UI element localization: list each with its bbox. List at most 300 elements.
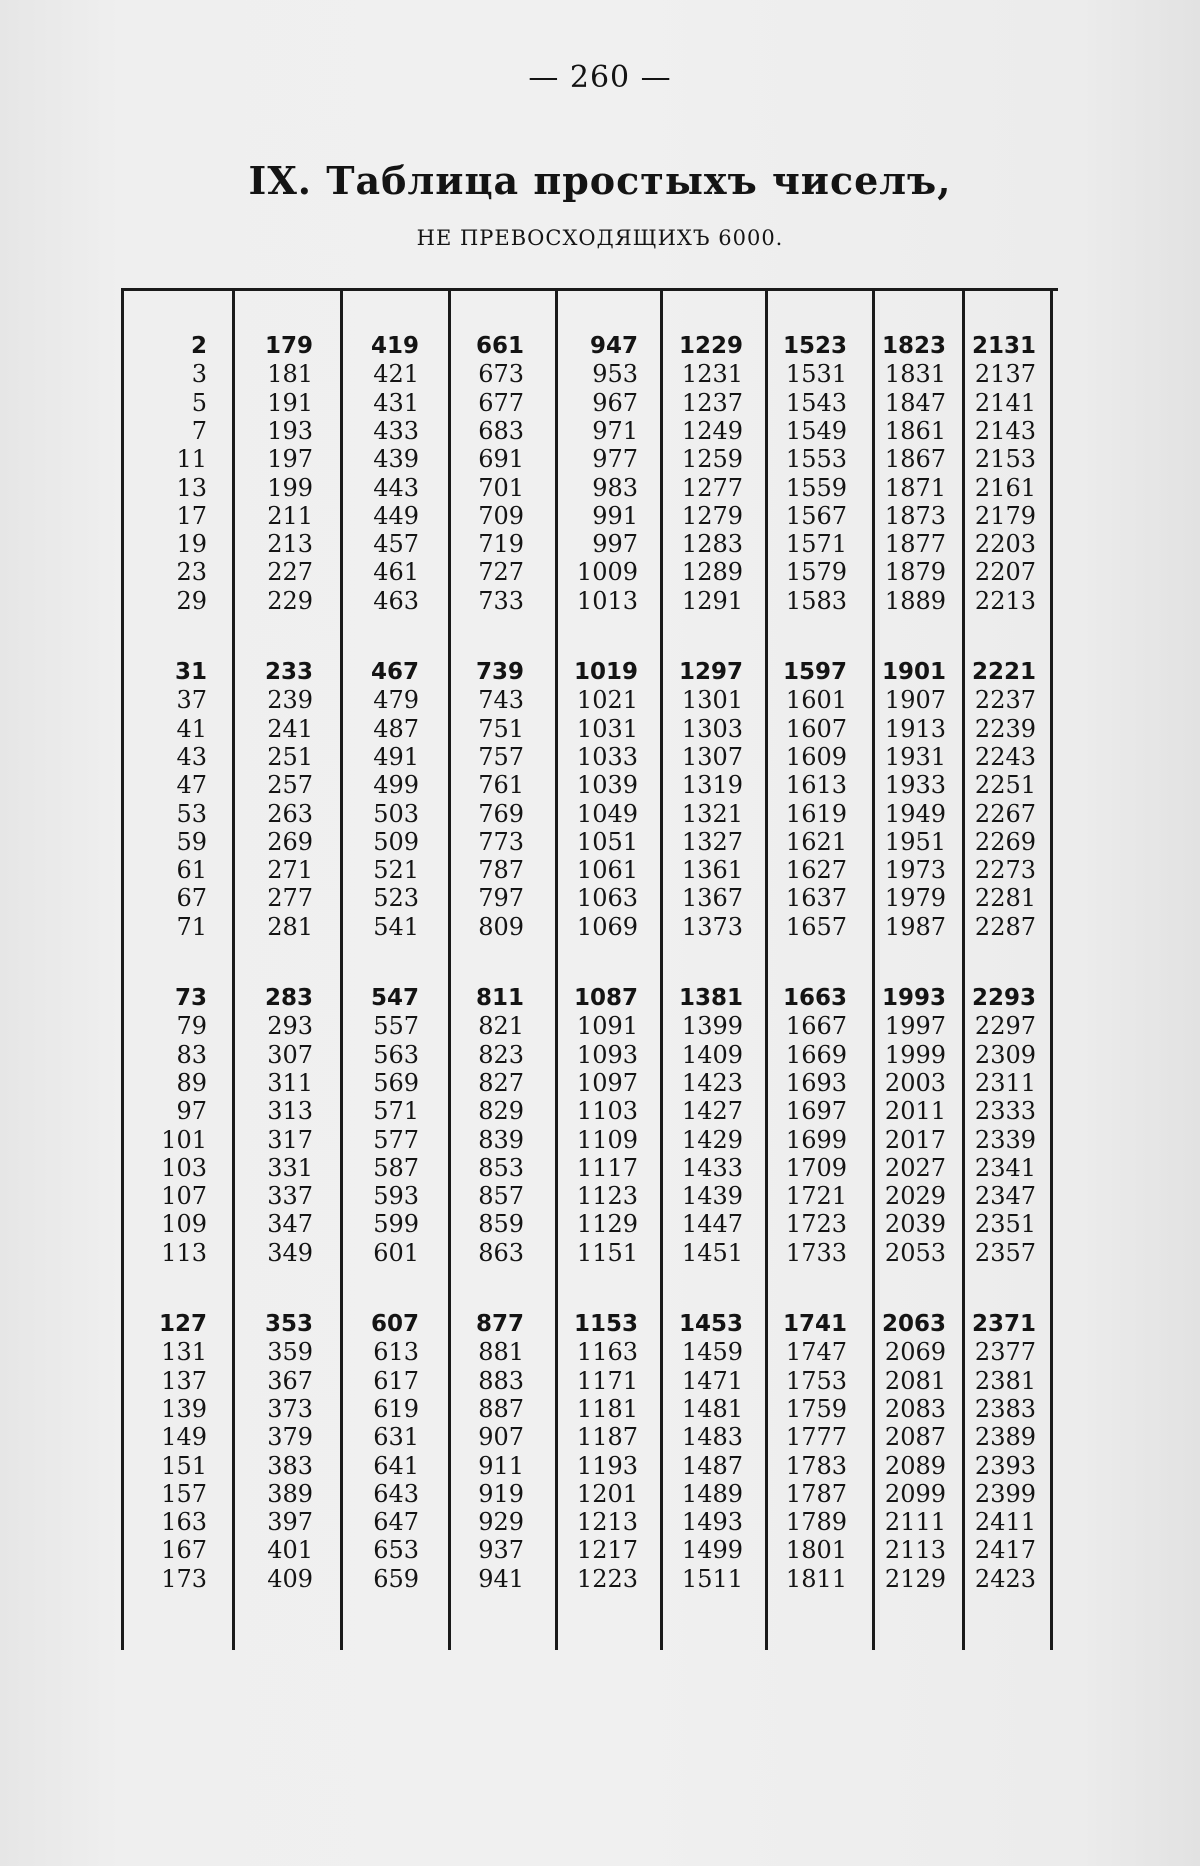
prime-number: 1123	[576, 1182, 638, 1211]
prime-number: 131	[161, 1338, 207, 1367]
prime-number: 1693	[785, 1068, 847, 1097]
prime-number: 101	[161, 1125, 207, 1154]
prime-number: 1327	[681, 827, 743, 856]
prime-number: 1223	[576, 1564, 638, 1593]
prime-number: 1889	[884, 586, 946, 615]
prime-number: 2063	[881, 1311, 946, 1337]
prime-number: 2237	[974, 686, 1036, 715]
prime-number: 2207	[974, 558, 1036, 587]
prime-number: 293	[267, 1012, 313, 1041]
prime-number: 1627	[785, 856, 847, 885]
prime-number: 311	[267, 1068, 313, 1097]
prime-number: 2333	[974, 1097, 1036, 1126]
prime-number: 1033	[576, 742, 638, 771]
prime-number: 1213	[576, 1508, 638, 1537]
prime-number: 521	[373, 856, 419, 885]
prime-number: 1109	[576, 1125, 638, 1154]
prime-number: 2089	[884, 1451, 946, 1480]
prime-number: 1873	[884, 501, 946, 530]
prime-number: 1721	[785, 1182, 847, 1211]
prime-number: 2141	[974, 388, 1036, 417]
prime-number: 773	[478, 827, 524, 856]
prime-number: 1021	[576, 686, 638, 715]
prime-number: 809	[478, 912, 524, 941]
prime-number: 577	[373, 1125, 419, 1154]
prime-number: 2131	[971, 333, 1036, 359]
prime-number: 439	[373, 445, 419, 474]
prime-number: 2339	[974, 1125, 1036, 1154]
prime-number: 1039	[576, 771, 638, 800]
prime-number: 1193	[576, 1451, 638, 1480]
prime-number: 1321	[681, 799, 743, 828]
prime-number: 1231	[681, 360, 743, 389]
prime-number: 181	[267, 360, 313, 389]
prime-number: 1277	[681, 473, 743, 502]
prime-number: 139	[161, 1394, 207, 1423]
prime-number: 683	[478, 416, 524, 445]
prime-number: 179	[264, 333, 313, 359]
prime-number: 2053	[884, 1238, 946, 1267]
table-subtitle: НЕ ПРЕВОСХОДЯЩИХЪ 6000.	[416, 226, 784, 250]
prime-number: 1933	[884, 771, 946, 800]
prime-number: 1103	[576, 1097, 638, 1126]
prime-number: 43	[176, 742, 207, 771]
prime-number: 1553	[785, 445, 847, 474]
prime-number: 2341	[974, 1153, 1036, 1182]
prime-number: 389	[267, 1479, 313, 1508]
prime-number: 2081	[884, 1366, 946, 1395]
prime-number: 487	[373, 714, 419, 743]
prime-number: 2399	[974, 1479, 1036, 1508]
prime-number: 2239	[974, 714, 1036, 743]
prime-number: 461	[373, 558, 419, 587]
prime-number: 1171	[576, 1366, 638, 1395]
prime-number: 1657	[785, 912, 847, 941]
prime-number: 1583	[785, 586, 847, 615]
prime-number: 941	[478, 1564, 524, 1593]
prime-number: 757	[478, 742, 524, 771]
prime-number: 821	[478, 1012, 524, 1041]
prime-number: 2281	[974, 884, 1036, 913]
prime-number: 1511	[681, 1564, 743, 1593]
prime-number: 1867	[884, 445, 946, 474]
prime-number: 1747	[785, 1338, 847, 1367]
prime-number: 13	[176, 473, 207, 502]
prime-number: 443	[373, 473, 419, 502]
prime-number: 823	[478, 1040, 524, 1069]
prime-number: 601	[373, 1238, 419, 1267]
prime-number: 23	[176, 558, 207, 587]
prime-number: 2137	[974, 360, 1036, 389]
prime-number: 911	[478, 1451, 524, 1480]
prime-number: 971	[592, 416, 638, 445]
prime-number: 499	[373, 771, 419, 800]
prime-number: 1451	[681, 1238, 743, 1267]
prime-number: 2267	[974, 799, 1036, 828]
prime-number: 1549	[785, 416, 847, 445]
prime-number: 1877	[884, 530, 946, 559]
prime-number: 1361	[681, 856, 743, 885]
prime-number: 1559	[785, 473, 847, 502]
prime-number: 1723	[785, 1210, 847, 1239]
prime-number: 1483	[681, 1423, 743, 1452]
prime-number: 1543	[785, 388, 847, 417]
prime-number: 2083	[884, 1394, 946, 1423]
prime-number: 2087	[884, 1423, 946, 1452]
prime-number: 2029	[884, 1182, 946, 1211]
prime-number: 89	[176, 1068, 207, 1097]
prime-number: 7	[191, 416, 207, 445]
prime-number: 2309	[974, 1040, 1036, 1069]
prime-number: 1831	[884, 360, 946, 389]
prime-number: 2011	[884, 1097, 946, 1126]
prime-number: 29	[176, 586, 207, 615]
prime-number: 2221	[971, 659, 1036, 685]
prime-number: 509	[373, 827, 419, 856]
prime-number: 1087	[573, 985, 638, 1011]
prime-number: 2	[190, 333, 207, 359]
prime-number: 359	[267, 1338, 313, 1367]
prime-number: 367	[267, 1366, 313, 1395]
prime-number: 769	[478, 799, 524, 828]
prime-number: 1301	[681, 686, 743, 715]
prime-number: 1733	[785, 1238, 847, 1267]
prime-number: 853	[478, 1153, 524, 1182]
prime-number: 2383	[974, 1394, 1036, 1423]
prime-number: 1297	[678, 659, 743, 685]
prime-number: 1913	[884, 714, 946, 743]
prime-number: 1979	[884, 884, 946, 913]
prime-number: 349	[267, 1238, 313, 1267]
prime-number: 1031	[576, 714, 638, 743]
prime-number: 1777	[785, 1423, 847, 1452]
prime-number: 1613	[785, 771, 847, 800]
prime-number: 1129	[576, 1210, 638, 1239]
prime-number: 2003	[884, 1068, 946, 1097]
prime-number: 2287	[974, 912, 1036, 941]
prime-number: 1579	[785, 558, 847, 587]
prime-number: 163	[161, 1508, 207, 1537]
prime-number: 653	[373, 1536, 419, 1565]
prime-number: 199	[267, 473, 313, 502]
prime-number: 1427	[681, 1097, 743, 1126]
prime-number: 2069	[884, 1338, 946, 1367]
prime-number: 2161	[974, 473, 1036, 502]
prime-number: 1471	[681, 1366, 743, 1395]
prime-number: 83	[176, 1040, 207, 1069]
prime-number: 1787	[785, 1479, 847, 1508]
prime-number: 491	[373, 742, 419, 771]
prime-number: 2389	[974, 1423, 1036, 1452]
prime-number: 709	[478, 501, 524, 530]
prime-number: 1951	[884, 827, 946, 856]
prime-number: 1481	[681, 1394, 743, 1423]
prime-number: 1061	[576, 856, 638, 885]
prime-number: 829	[478, 1097, 524, 1126]
prime-number: 1597	[782, 659, 847, 685]
prime-number: 607	[370, 1311, 419, 1337]
prime-number: 859	[478, 1210, 524, 1239]
prime-number: 281	[267, 912, 313, 941]
prime-number: 1447	[681, 1210, 743, 1239]
prime-number: 257	[267, 771, 313, 800]
prime-number: 1367	[681, 884, 743, 913]
prime-number: 1303	[681, 714, 743, 743]
prime-number: 307	[267, 1040, 313, 1069]
prime-number: 421	[373, 360, 419, 389]
prime-number: 197	[267, 445, 313, 474]
prime-number: 1069	[576, 912, 638, 941]
prime-number: 761	[478, 771, 524, 800]
prime-number: 5	[191, 388, 207, 417]
prime-number: 727	[478, 558, 524, 587]
prime-number: 1847	[884, 388, 946, 417]
prime-number: 569	[373, 1068, 419, 1097]
prime-number: 617	[373, 1366, 419, 1395]
prime-number: 2111	[884, 1508, 946, 1537]
prime-number: 1283	[681, 530, 743, 559]
prime-number: 379	[267, 1423, 313, 1452]
prime-number: 157	[161, 1479, 207, 1508]
prime-number: 1709	[785, 1153, 847, 1182]
prime-number: 17	[176, 501, 207, 530]
prime-number: 193	[267, 416, 313, 445]
prime-number: 1489	[681, 1479, 743, 1508]
prime-number: 1801	[785, 1536, 847, 1565]
prime-number: 251	[267, 742, 313, 771]
prime-number: 613	[373, 1338, 419, 1367]
prime-number: 227	[267, 558, 313, 587]
prime-number: 1493	[681, 1508, 743, 1537]
prime-number: 191	[267, 388, 313, 417]
prime-number: 239	[267, 686, 313, 715]
prime-number: 1993	[881, 985, 946, 1011]
prime-number: 947	[589, 333, 638, 359]
prime-number: 1901	[881, 659, 946, 685]
prime-number: 317	[267, 1125, 313, 1154]
prime-number: 1373	[681, 912, 743, 941]
prime-number: 547	[370, 985, 419, 1011]
prime-number: 691	[478, 445, 524, 474]
prime-number: 2293	[971, 985, 1036, 1011]
prime-number: 79	[176, 1012, 207, 1041]
prime-number: 1097	[576, 1068, 638, 1097]
prime-number: 2269	[974, 827, 1036, 856]
prime-number: 919	[478, 1479, 524, 1508]
prime-number: 1663	[782, 985, 847, 1011]
prime-number: 241	[267, 714, 313, 743]
prime-number: 1783	[785, 1451, 847, 1480]
prime-number: 523	[373, 884, 419, 913]
prime-number: 73	[174, 985, 207, 1011]
prime-number: 1607	[785, 714, 847, 743]
prime-number: 641	[373, 1451, 419, 1480]
prime-number: 1151	[576, 1238, 638, 1267]
prime-number: 1567	[785, 501, 847, 530]
prime-number: 1601	[785, 686, 847, 715]
prime-number: 937	[478, 1536, 524, 1565]
prime-number: 541	[373, 912, 419, 941]
prime-number: 467	[370, 659, 419, 685]
prime-number: 1879	[884, 558, 946, 587]
prime-number: 1907	[884, 686, 946, 715]
prime-number: 41	[176, 714, 207, 743]
prime-number: 2099	[884, 1479, 946, 1508]
prime-number: 2377	[974, 1338, 1036, 1367]
prime-number: 1091	[576, 1012, 638, 1041]
prime-number: 1381	[678, 985, 743, 1011]
prime-number: 2039	[884, 1210, 946, 1239]
prime-number: 571	[373, 1097, 419, 1126]
prime-number: 1523	[782, 333, 847, 359]
prime-number: 863	[478, 1238, 524, 1267]
prime-number: 269	[267, 827, 313, 856]
prime-number: 373	[267, 1394, 313, 1423]
prime-number: 233	[264, 659, 313, 685]
prime-number: 109	[161, 1210, 207, 1239]
prime-number: 1823	[881, 333, 946, 359]
prime-number: 1753	[785, 1366, 847, 1395]
prime-number: 877	[475, 1311, 524, 1337]
prime-number: 1019	[573, 659, 638, 685]
prime-number: 1063	[576, 884, 638, 913]
prime-number: 2129	[884, 1564, 946, 1593]
prime-number: 2371	[971, 1311, 1036, 1337]
prime-number: 401	[267, 1536, 313, 1565]
prime-number: 2251	[974, 771, 1036, 800]
prime-number: 827	[478, 1068, 524, 1097]
prime-number: 1439	[681, 1182, 743, 1211]
prime-number: 661	[475, 333, 524, 359]
prime-number: 991	[592, 501, 638, 530]
prime-number: 1319	[681, 771, 743, 800]
prime-number: 1759	[785, 1394, 847, 1423]
prime-number: 1741	[782, 1311, 847, 1337]
prime-number: 61	[176, 856, 207, 885]
prime-number: 313	[267, 1097, 313, 1126]
prime-number: 977	[592, 445, 638, 474]
prime-number: 2179	[974, 501, 1036, 530]
prime-number: 883	[478, 1366, 524, 1395]
prime-number: 1013	[576, 586, 638, 615]
prime-number: 211	[267, 501, 313, 530]
prime-number: 433	[373, 416, 419, 445]
prime-number: 1973	[884, 856, 946, 885]
prime-number: 1531	[785, 360, 847, 389]
prime-number: 173	[161, 1564, 207, 1593]
prime-number: 149	[161, 1423, 207, 1452]
prime-number: 229	[267, 586, 313, 615]
prime-number: 2203	[974, 530, 1036, 559]
prime-number: 47	[176, 771, 207, 800]
prime-number: 2311	[974, 1068, 1036, 1097]
prime-number: 1811	[785, 1564, 847, 1593]
prime-number: 673	[478, 360, 524, 389]
prime-number: 1429	[681, 1125, 743, 1154]
prime-number: 337	[267, 1182, 313, 1211]
prime-number: 353	[264, 1311, 313, 1337]
prime-number: 2273	[974, 856, 1036, 885]
prime-number: 557	[373, 1012, 419, 1041]
prime-number: 137	[161, 1366, 207, 1395]
prime-number: 463	[373, 586, 419, 615]
prime-number: 71	[176, 912, 207, 941]
prime-number: 1093	[576, 1040, 638, 1069]
prime-number: 2027	[884, 1153, 946, 1182]
prime-number: 983	[592, 473, 638, 502]
prime-number: 167	[161, 1536, 207, 1565]
prime-number: 953	[592, 360, 638, 389]
prime-number: 97	[176, 1097, 207, 1126]
prime-number: 457	[373, 530, 419, 559]
prime-number: 1669	[785, 1040, 847, 1069]
prime-number: 107	[161, 1182, 207, 1211]
prime-number: 733	[478, 586, 524, 615]
prime-number: 787	[478, 856, 524, 885]
prime-number: 907	[478, 1423, 524, 1452]
prime-number: 1789	[785, 1508, 847, 1537]
prime-number: 2417	[974, 1536, 1036, 1565]
prime-number: 2347	[974, 1182, 1036, 1211]
prime-number: 263	[267, 799, 313, 828]
prime-number: 1871	[884, 473, 946, 502]
prime-number: 503	[373, 799, 419, 828]
prime-number: 739	[475, 659, 524, 685]
prime-number: 1217	[576, 1536, 638, 1565]
prime-number: 2017	[884, 1125, 946, 1154]
prime-number: 1931	[884, 742, 946, 771]
prime-number: 1181	[576, 1394, 638, 1423]
prime-number: 113	[161, 1238, 207, 1267]
prime-number: 1697	[785, 1097, 847, 1126]
prime-number: 31	[174, 659, 207, 685]
prime-number: 2297	[974, 1012, 1036, 1041]
prime-number: 419	[370, 333, 419, 359]
prime-number: 2351	[974, 1210, 1036, 1239]
prime-number: 1621	[785, 827, 847, 856]
prime-number: 271	[267, 856, 313, 885]
prime-number: 2381	[974, 1366, 1036, 1395]
prime-number: 151	[161, 1451, 207, 1480]
prime-number: 331	[267, 1153, 313, 1182]
prime-number: 1153	[573, 1311, 638, 1337]
prime-number: 1999	[884, 1040, 946, 1069]
prime-number: 967	[592, 388, 638, 417]
prime-number: 593	[373, 1182, 419, 1211]
prime-number: 701	[478, 473, 524, 502]
prime-number: 1187	[576, 1423, 638, 1452]
prime-number: 1459	[681, 1338, 743, 1367]
prime-number: 347	[267, 1210, 313, 1239]
prime-number: 677	[478, 388, 524, 417]
page-number: — 260 —	[528, 60, 672, 95]
table-title: IX. Таблица простыхъ чиселъ,	[248, 158, 952, 203]
prime-number: 431	[373, 388, 419, 417]
prime-number: 1609	[785, 742, 847, 771]
prime-number: 479	[373, 686, 419, 715]
prime-number: 1571	[785, 530, 847, 559]
prime-number: 1307	[681, 742, 743, 771]
prime-number: 1201	[576, 1479, 638, 1508]
prime-number: 797	[478, 884, 524, 913]
prime-number: 857	[478, 1182, 524, 1211]
prime-number: 839	[478, 1125, 524, 1154]
prime-number: 1049	[576, 799, 638, 828]
prime-number: 1997	[884, 1012, 946, 1041]
prime-number: 1487	[681, 1451, 743, 1480]
prime-number: 599	[373, 1210, 419, 1239]
prime-number: 619	[373, 1394, 419, 1423]
